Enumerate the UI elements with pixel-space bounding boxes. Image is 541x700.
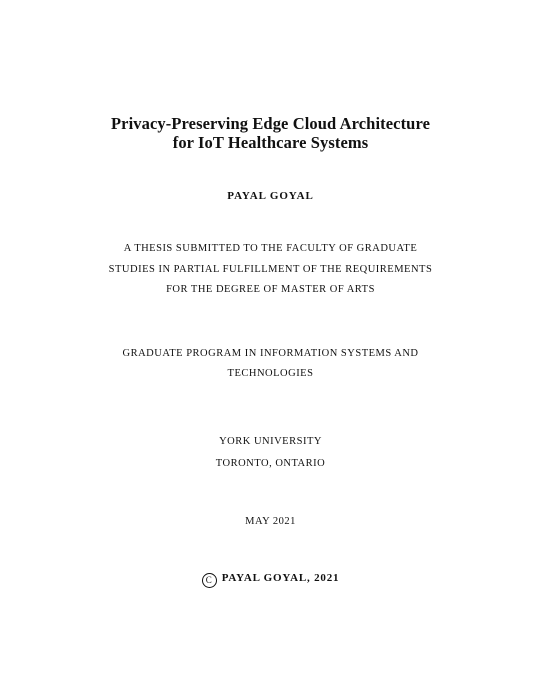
university-name: YORK UNIVERSITY [219, 436, 322, 447]
submission-statement-line-1: A THESIS SUBMITTED TO THE FACULTY OF GRADUATE [123, 243, 418, 254]
university-location: TORONTO, ONTARIO [215, 458, 326, 469]
copyright-icon: C [202, 573, 217, 588]
thesis-title-line-1: Privacy-Preserving Edge Cloud Architecture [110, 114, 431, 133]
copyright-notice [0, 572, 541, 588]
copyright-text: PAYAL GOYAL, 2021 [221, 572, 340, 584]
program-name-line-2: TECHNOLOGIES [227, 368, 314, 379]
author-name: PAYAL GOYAL [227, 190, 314, 202]
submission-date: MAY 2021 [245, 516, 296, 527]
program-name-line-1: GRADUATE PROGRAM IN INFORMATION SYSTEMS AND [122, 348, 419, 359]
submission-statement-line-3: FOR THE DEGREE OF MASTER OF ARTS [166, 284, 375, 295]
submission-statement-line-2: STUDIES IN PARTIAL FULFILLMENT OF THE REQUIREMENTS [108, 264, 433, 275]
thesis-title-line-2: for IoT Healthcare Systems [172, 133, 369, 152]
